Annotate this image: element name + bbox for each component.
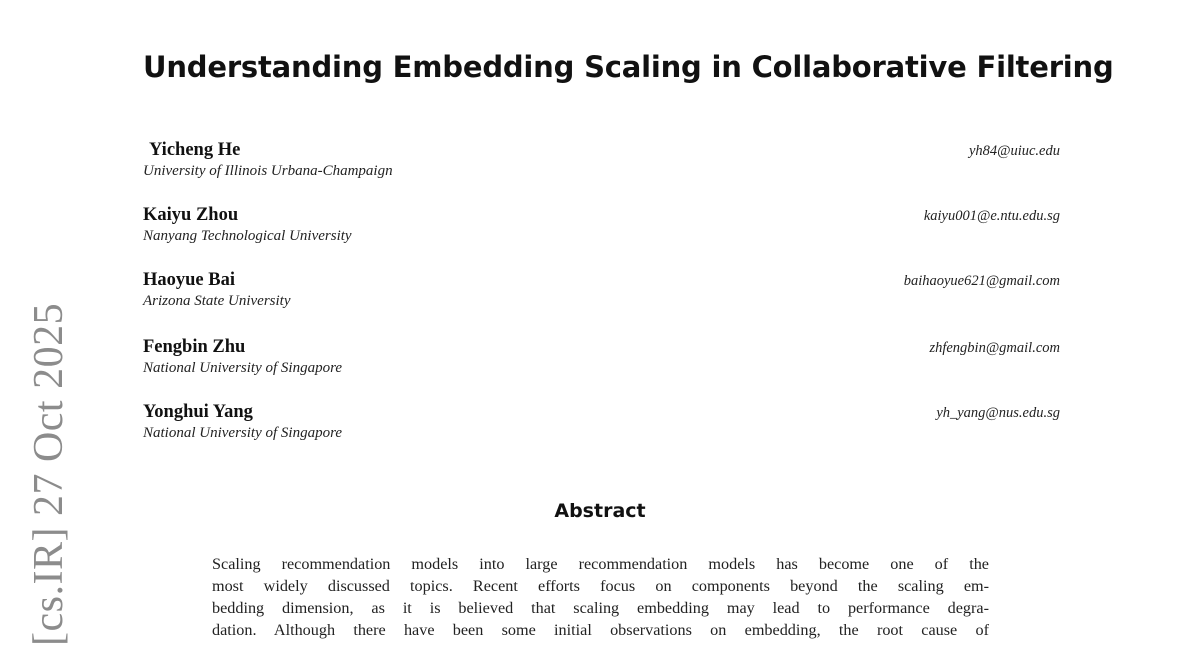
author-affiliation: Nanyang Technological University — [143, 228, 352, 244]
author-affiliation: University of Illinois Urbana-Champaign — [143, 163, 393, 179]
author-email[interactable]: zhfengbin@gmail.com — [929, 340, 1060, 356]
author-email[interactable]: yh84@uiuc.edu — [968, 143, 1060, 159]
author-email[interactable]: yh_yang@nus.edu.sg — [936, 405, 1060, 421]
arxiv-side-stamp: [cs.IR] 27 Oct 2025 — [26, 302, 72, 646]
author-name: Fengbin Zhu — [143, 337, 246, 357]
abstract-line: most widely discussed topics. Recent efforts focus on components beyond the scaling em- — [212, 577, 989, 595]
abstract-body — [212, 553, 989, 641]
abstract-line: bedding dimension, as it is believed that scaling embedding may lead to performance degra- — [212, 599, 989, 617]
author-affiliation: National University of Singapore — [143, 360, 343, 376]
abstract-heading: Abstract — [554, 500, 646, 522]
author-email[interactable]: kaiyu001@e.ntu.edu.sg — [923, 208, 1060, 224]
author-block — [143, 337, 1060, 381]
author-affiliation: Arizona State University — [143, 293, 291, 309]
author-block — [143, 205, 1060, 249]
paper-title: Understanding Embedding Scaling in Collaborative Filtering — [143, 50, 1114, 84]
abstract-line: Scaling recommendation models into large recommendation models has become one of the — [212, 555, 989, 573]
author-block — [143, 402, 1060, 446]
author-email[interactable]: baihaoyue621@gmail.com — [903, 273, 1060, 289]
author-block — [143, 270, 1060, 314]
abstract-line: dation. Although there have been some initial observations on embedding, the root cause of — [212, 621, 989, 639]
author-name: Yonghui Yang — [143, 402, 253, 422]
author-name: Kaiyu Zhou — [143, 205, 239, 225]
author-block — [143, 140, 1060, 184]
author-name: Haoyue Bai — [143, 270, 235, 290]
author-affiliation: National University of Singapore — [143, 425, 343, 441]
author-name: Yicheng He — [149, 140, 241, 160]
